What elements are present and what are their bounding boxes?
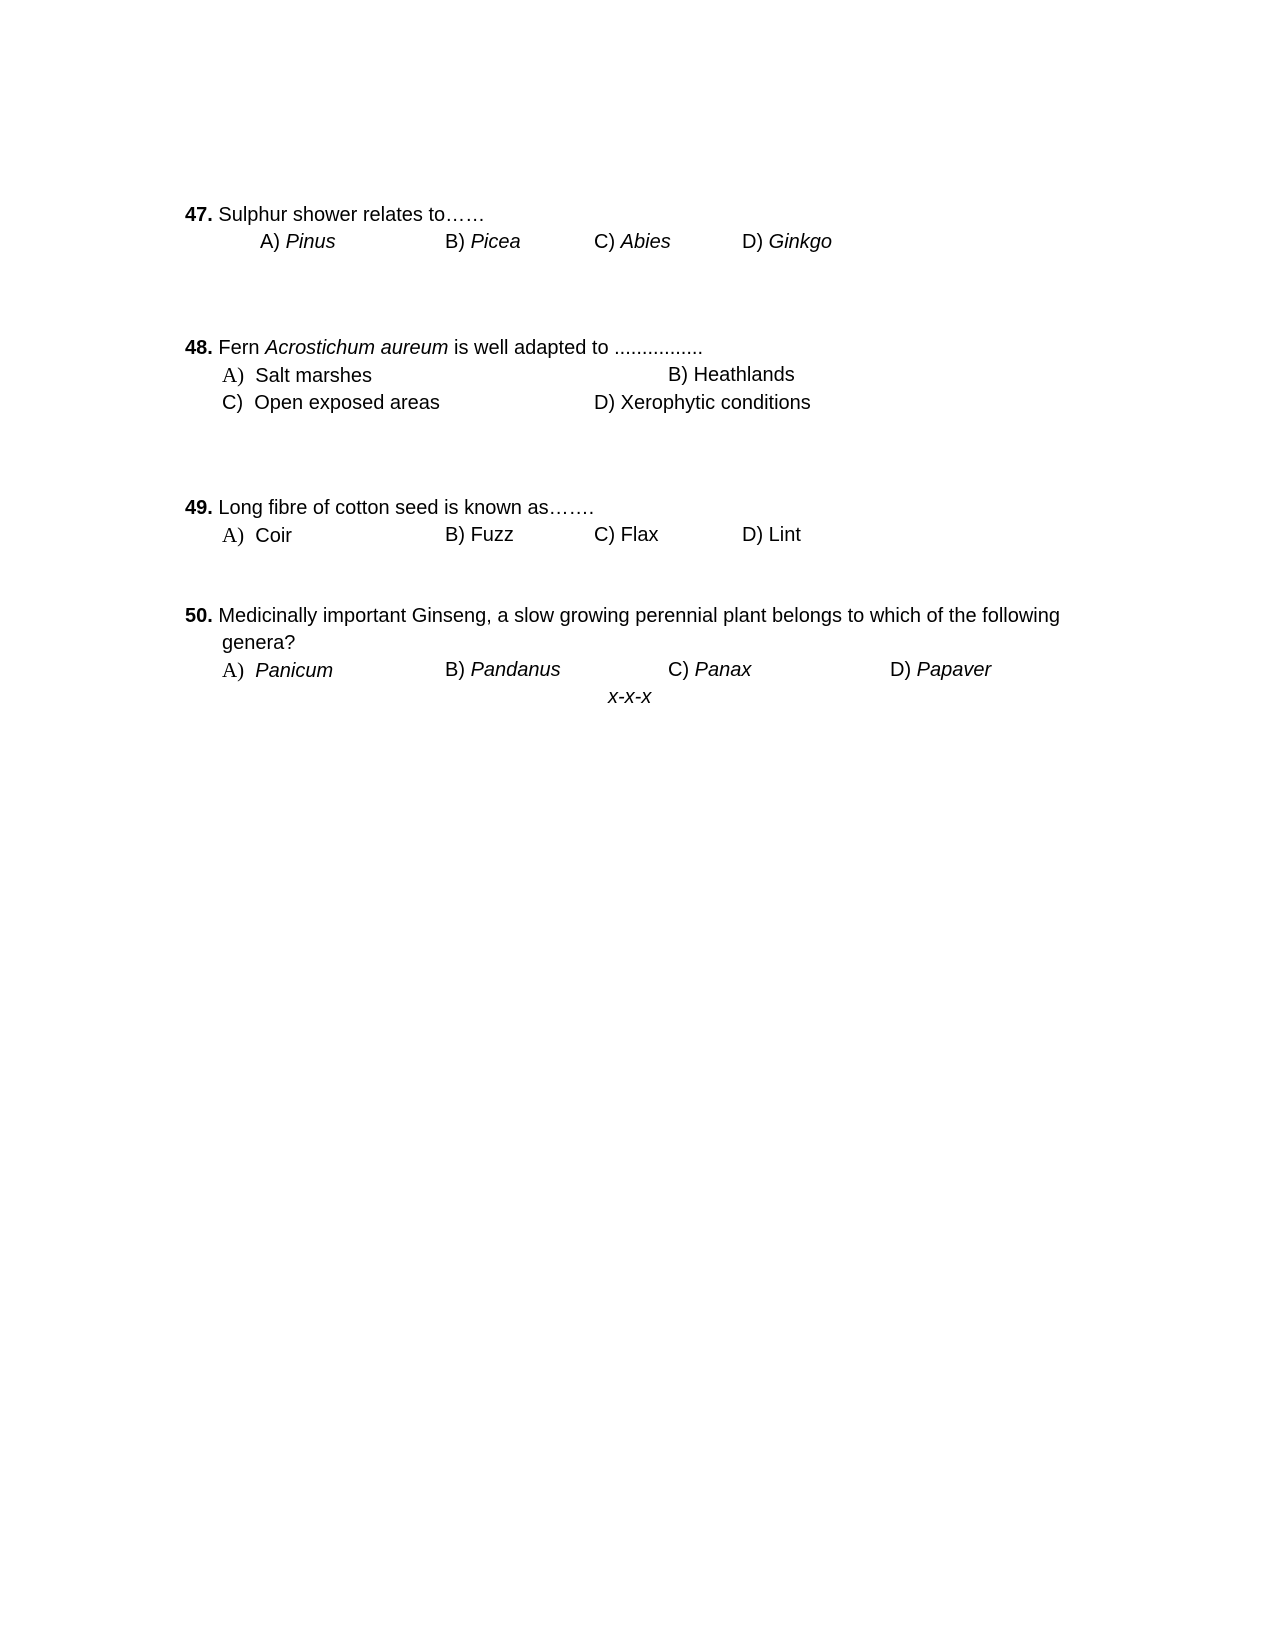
option-b bbox=[668, 362, 795, 388]
option-text: Panicum bbox=[255, 660, 334, 682]
option-text: Coir bbox=[255, 525, 292, 547]
option-letter: C) bbox=[594, 231, 616, 253]
question-50-continuation bbox=[222, 630, 295, 656]
end-of-paper-mark: x-x-x bbox=[608, 686, 652, 708]
option-text: Heathlands bbox=[693, 364, 795, 386]
option-letter: B) bbox=[445, 659, 465, 681]
option-letter: B) bbox=[668, 364, 688, 386]
question-number: 49. bbox=[185, 497, 213, 519]
option-letter: A) bbox=[260, 231, 280, 253]
option-letter: B) bbox=[445, 524, 465, 546]
option-letter: D) bbox=[742, 524, 764, 546]
option-a bbox=[222, 657, 333, 684]
option-text: Fuzz bbox=[470, 524, 514, 546]
option-text: Flax bbox=[620, 524, 659, 546]
option-text: Xerophytic conditions bbox=[620, 392, 811, 414]
option-d bbox=[594, 390, 811, 416]
question-number: 48. bbox=[185, 337, 213, 359]
question-48 bbox=[185, 335, 703, 361]
option-letter: C) bbox=[222, 392, 244, 414]
option-d bbox=[742, 229, 832, 255]
option-letter: C) bbox=[668, 659, 690, 681]
question-number: 47. bbox=[185, 204, 213, 226]
option-a bbox=[260, 229, 336, 255]
option-text: Panax bbox=[694, 659, 752, 681]
question-stem-line1: Medicinally important Ginseng, a slow growing perennial plant belongs to which of the following bbox=[218, 605, 1060, 627]
option-letter: A) bbox=[222, 523, 245, 547]
option-c bbox=[594, 229, 671, 255]
option-letter: C) bbox=[594, 524, 616, 546]
option-c bbox=[668, 657, 751, 683]
option-text: Open exposed areas bbox=[254, 392, 440, 414]
option-text: Ginkgo bbox=[768, 231, 833, 253]
question-stem: Sulphur shower relates to…… bbox=[218, 204, 486, 226]
question-stem: Long fibre of cotton seed is known as……. bbox=[218, 497, 595, 519]
option-b bbox=[445, 522, 514, 548]
question-47 bbox=[185, 202, 485, 228]
option-text: Pandanus bbox=[470, 659, 561, 681]
option-letter: D) bbox=[742, 231, 764, 253]
option-letter: D) bbox=[890, 659, 912, 681]
question-50 bbox=[185, 603, 1060, 629]
option-letter: A) bbox=[222, 363, 245, 387]
option-b bbox=[445, 657, 561, 683]
option-text: Papaver bbox=[916, 659, 992, 681]
option-b bbox=[445, 229, 521, 255]
option-d bbox=[890, 657, 991, 683]
option-c bbox=[222, 390, 440, 416]
question-stem-before: Fern bbox=[218, 337, 266, 359]
option-d bbox=[742, 522, 801, 548]
option-a bbox=[222, 362, 372, 389]
option-text: Pinus bbox=[285, 231, 336, 253]
question-number: 50. bbox=[185, 605, 213, 627]
question-stem-line2: genera? bbox=[222, 632, 296, 654]
option-text: Salt marshes bbox=[255, 365, 373, 387]
option-text: Abies bbox=[620, 231, 671, 253]
option-c bbox=[594, 522, 658, 548]
question-49 bbox=[185, 495, 594, 521]
option-text: Lint bbox=[768, 524, 801, 546]
option-letter: B) bbox=[445, 231, 465, 253]
question-stem-italic: Acrostichum aureum bbox=[265, 337, 449, 359]
option-letter: D) bbox=[594, 392, 616, 414]
option-text: Picea bbox=[470, 231, 521, 253]
option-letter: A) bbox=[222, 658, 245, 682]
option-a bbox=[222, 522, 292, 549]
question-stem-after: is well adapted to ................ bbox=[448, 337, 704, 359]
